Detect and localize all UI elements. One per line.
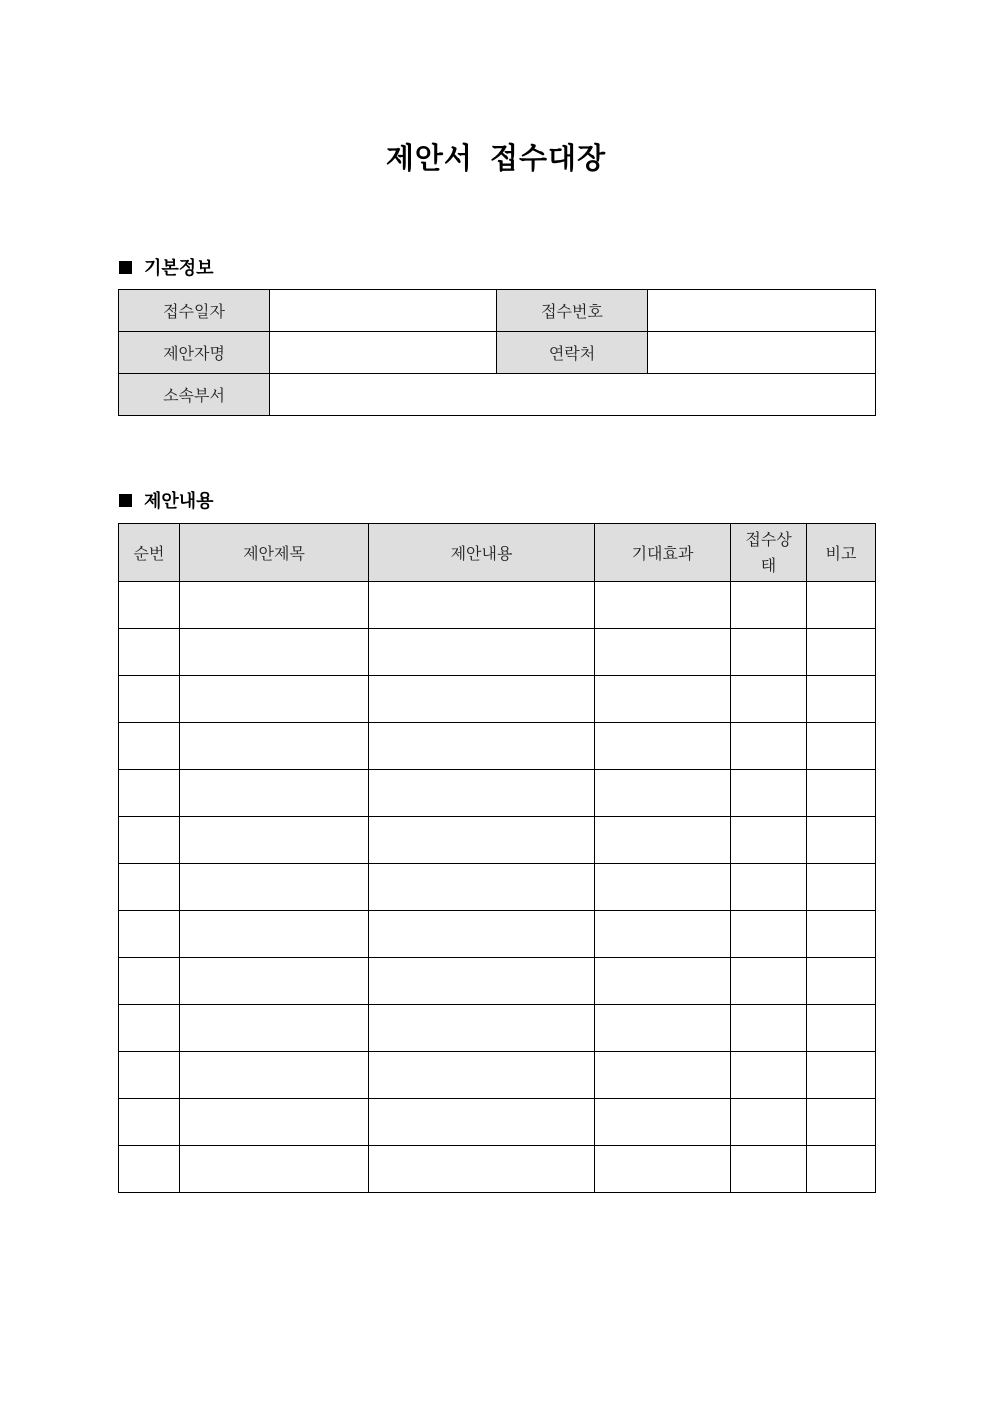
cell-content[interactable] (369, 629, 595, 676)
cell-status[interactable] (731, 629, 807, 676)
table-row (119, 723, 876, 770)
table-row (119, 1005, 876, 1052)
cell-remarks[interactable] (807, 864, 876, 911)
cell-expected-effect[interactable] (595, 1146, 731, 1193)
proposal-rows (119, 582, 876, 1193)
cell-number[interactable] (119, 864, 180, 911)
column-header-remarks: 비고 (807, 524, 876, 582)
cell-remarks[interactable] (807, 958, 876, 1005)
cell-expected-effect[interactable] (595, 817, 731, 864)
square-bullet-icon (119, 261, 132, 274)
cell-content[interactable] (369, 864, 595, 911)
column-header-expected-effect: 기대효과 (595, 524, 731, 582)
cell-expected-effect[interactable] (595, 864, 731, 911)
cell-number[interactable] (119, 676, 180, 723)
department-label: 소속부서 (119, 374, 270, 416)
basic-info-table (118, 289, 876, 416)
column-header-status (731, 524, 807, 582)
cell-content[interactable] (369, 958, 595, 1005)
cell-status[interactable] (731, 958, 807, 1005)
cell-title[interactable] (180, 582, 369, 629)
cell-remarks[interactable] (807, 1005, 876, 1052)
cell-number[interactable] (119, 1099, 180, 1146)
column-header-title: 제안제목 (180, 524, 369, 582)
table-row (119, 817, 876, 864)
cell-title[interactable] (180, 911, 369, 958)
cell-number[interactable] (119, 1005, 180, 1052)
cell-expected-effect[interactable] (595, 1005, 731, 1052)
cell-title[interactable] (180, 1146, 369, 1193)
proposal-table (118, 523, 876, 1193)
cell-number[interactable] (119, 1146, 180, 1193)
proposer-name-label: 제안자명 (119, 332, 270, 374)
cell-status[interactable] (731, 770, 807, 817)
contact-field[interactable] (648, 332, 876, 374)
column-header-content: 제안내용 (369, 524, 595, 582)
cell-content[interactable] (369, 676, 595, 723)
cell-remarks[interactable] (807, 723, 876, 770)
cell-expected-effect[interactable] (595, 770, 731, 817)
cell-content[interactable] (369, 770, 595, 817)
cell-status[interactable] (731, 1099, 807, 1146)
proposal-content-heading-text: 제안내용 (144, 491, 214, 512)
contact-label: 연락처 (497, 332, 648, 374)
cell-title[interactable] (180, 958, 369, 1005)
basic-info-row (119, 290, 876, 332)
proposal-content-heading (119, 487, 214, 513)
department-field[interactable] (270, 374, 876, 416)
receipt-number-label: 접수번호 (497, 290, 648, 332)
cell-status[interactable] (731, 582, 807, 629)
cell-remarks[interactable] (807, 770, 876, 817)
cell-content[interactable] (369, 1052, 595, 1099)
basic-info-heading-text: 기본정보 (144, 258, 214, 279)
table-row (119, 582, 876, 629)
cell-number[interactable] (119, 958, 180, 1005)
cell-title[interactable] (180, 1005, 369, 1052)
table-row (119, 1099, 876, 1146)
cell-content[interactable] (369, 1146, 595, 1193)
table-row (119, 1052, 876, 1099)
cell-remarks[interactable] (807, 629, 876, 676)
cell-content[interactable] (369, 1005, 595, 1052)
cell-status[interactable] (731, 1052, 807, 1099)
cell-content[interactable] (369, 723, 595, 770)
cell-status[interactable] (731, 1005, 807, 1052)
cell-remarks[interactable] (807, 1146, 876, 1193)
cell-status[interactable] (731, 676, 807, 723)
table-row (119, 770, 876, 817)
cell-number[interactable] (119, 817, 180, 864)
proposal-table-header (119, 524, 876, 582)
table-row (119, 1146, 876, 1193)
cell-number[interactable] (119, 723, 180, 770)
cell-number[interactable] (119, 1052, 180, 1099)
basic-info-row (119, 332, 876, 374)
cell-expected-effect[interactable] (595, 582, 731, 629)
cell-content[interactable] (369, 911, 595, 958)
cell-expected-effect[interactable] (595, 723, 731, 770)
cell-status[interactable] (731, 864, 807, 911)
table-row (119, 911, 876, 958)
cell-title[interactable] (180, 817, 369, 864)
page-title: 제안서 접수대장 (385, 141, 607, 175)
cell-expected-effect[interactable] (595, 1052, 731, 1099)
receipt-date-label: 접수일자 (119, 290, 270, 332)
basic-info-row (119, 374, 876, 416)
cell-remarks[interactable] (807, 817, 876, 864)
cell-remarks[interactable] (807, 911, 876, 958)
cell-expected-effect[interactable] (595, 911, 731, 958)
cell-title[interactable] (180, 676, 369, 723)
cell-title[interactable] (180, 1099, 369, 1146)
cell-remarks[interactable] (807, 1099, 876, 1146)
cell-title[interactable] (180, 629, 369, 676)
cell-number[interactable] (119, 911, 180, 958)
cell-remarks[interactable] (807, 582, 876, 629)
cell-expected-effect[interactable] (595, 1099, 731, 1146)
table-row (119, 864, 876, 911)
proposer-name-field[interactable] (270, 332, 497, 374)
cell-status[interactable] (731, 1146, 807, 1193)
cell-status[interactable] (731, 723, 807, 770)
basic-info-heading (119, 254, 214, 280)
cell-content[interactable] (369, 1099, 595, 1146)
cell-title[interactable] (180, 1052, 369, 1099)
cell-expected-effect[interactable] (595, 629, 731, 676)
column-header-status-text: 접수상태 (745, 529, 792, 575)
column-header-number: 순번 (119, 524, 180, 582)
table-row (119, 958, 876, 1005)
square-bullet-icon (119, 494, 132, 507)
cell-number[interactable] (119, 770, 180, 817)
cell-title[interactable] (180, 723, 369, 770)
table-row (119, 676, 876, 723)
receipt-date-field[interactable] (270, 290, 497, 332)
cell-status[interactable] (731, 817, 807, 864)
receipt-number-field[interactable] (648, 290, 876, 332)
cell-expected-effect[interactable] (595, 676, 731, 723)
cell-remarks[interactable] (807, 676, 876, 723)
cell-number[interactable] (119, 629, 180, 676)
cell-title[interactable] (180, 770, 369, 817)
table-row (119, 629, 876, 676)
cell-status[interactable] (731, 911, 807, 958)
cell-number[interactable] (119, 582, 180, 629)
cell-content[interactable] (369, 817, 595, 864)
cell-expected-effect[interactable] (595, 958, 731, 1005)
cell-content[interactable] (369, 582, 595, 629)
cell-remarks[interactable] (807, 1052, 876, 1099)
cell-title[interactable] (180, 864, 369, 911)
